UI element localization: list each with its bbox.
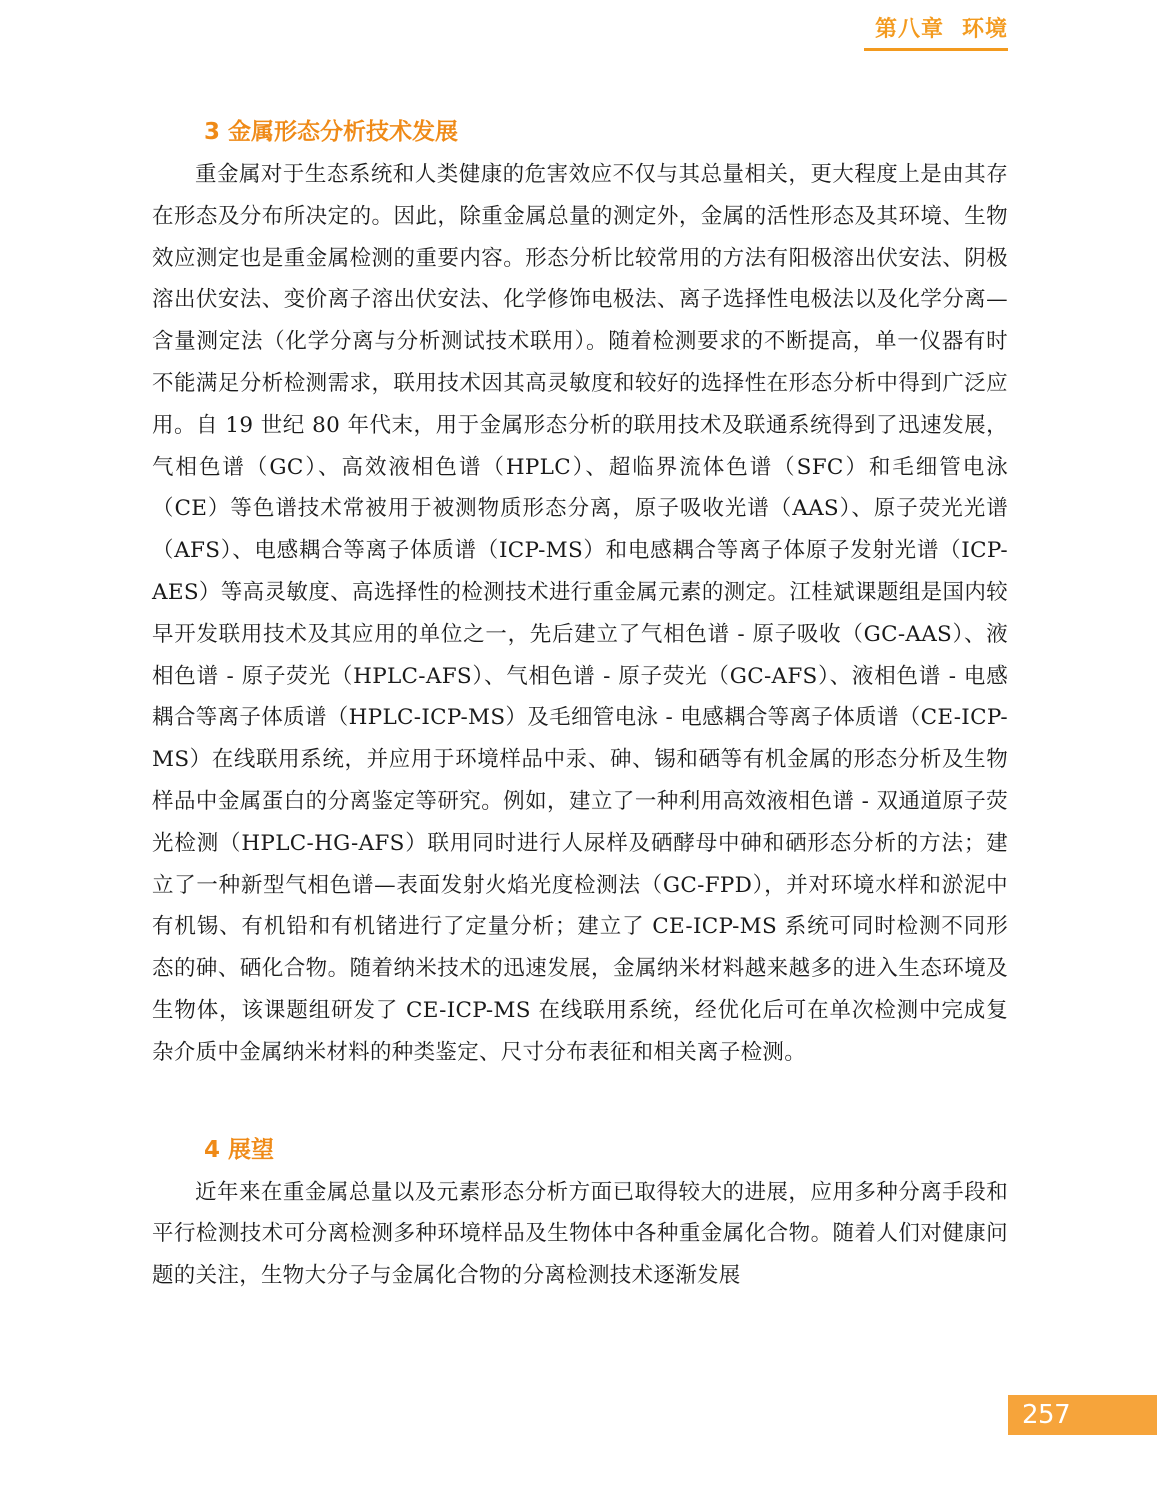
section-3-heading: 3 金属形态分析技术发展 [204,119,459,145]
section-gap [152,1074,1008,1130]
section-3-paragraph: 重金属对于生态系统和人类健康的危害效应不仅与其总量相关，更大程度上是由其存在形态及分布所决定的。因此，除重金属总量的测定外，金属的活性形态及其环境、生物效应测定也是重金属检测的重要内容。形态分析比较常用的方法有阳极溶出伏安法、阴极溶出伏安法、变价离子溶出伏安法、化学修饰电极法、离子选择性电极法以及化学分离—含量测定法（化学分离与分析测试技术联用）。随着检测要求的不断提高，单一仪器有时不能满足分析检测需求，联用技术因其高灵敏度和较好的选择性在形态分析中得到广泛应用。自 19 世纪 80 年代末，用于金属形态分析的联用技术及联通系统得到了迅速发展，气相色谱（GC）、高效液相色谱（HPLC）、超临界流体色谱（SFC）和毛细管电泳（CE）等色谱技术常被用于被测物质形态分离，原子吸收光谱（AAS）、原子荧光光谱（AFS）、电感耦合等离子体质谱（ICP-MS）和电感耦合等离子体原子发射光谱（ICP-AES）等高灵敏度、高选择性的检测技术进行重金属元素的测定。江桂斌课题组是国内较早开发联用技术及其应用的单位之一，先后建立了气相色谱 - 原子吸收（GC-AAS）、液相色谱 - 原子荧光（HPLC-AFS）、气相色谱 - 原子荧光（GC-AFS）、液相色谱 - 电感耦合等离子体质谱（HPLC-ICP-MS）及毛细管电泳 - 电感耦合等离子体质谱（CE-ICP-MS）在线联用系统，并应用于环境样品中汞、砷、锡和硒等有机金属的形态分析及生物样品中金属蛋白的分离鉴定等研究。例如，建立了一种利用高效液相色谱 - 双通道原子荧光检测（HPLC-HG-AFS）联用同时进行人尿样及硒酵母中砷和硒形态分析的方法；建立了一种新型气相色谱—表面发射火焰光度检测法（GC-FPD），并对环境水样和淤泥中有机锡、有机铅和有机锗进行了定量分析；建立了 CE-ICP-MS 系统可同时检测不同形态的砷、硒化合物。随着纳米技术的迅速发展，金属纳米材料越来越多的进入生态环境及生物体，该课题组研发了 CE-ICP-MS 在线联用系统，经优化后可在单次检测中完成复杂介质中金属纳米材料的种类鉴定、尺寸分布表征和相关离子检测。 [152,162,1008,1065]
chapter-name: 环境 [961,17,1008,42]
page-number: 257 [1022,1400,1071,1430]
page-body [152,112,1008,1297]
chapter-label: 第八章 [874,17,944,42]
section-4-paragraph: 近年来在重金属总量以及元素形态分析方面已取得较大的进展，应用多种分离手段和平行检测技术可分离检测多种环境样品及生物体中各种重金属化合物。随着人们对健康问题的关注，生物大分子与金属化合物的分离检测技术逐渐发展 [152,1179,1008,1289]
section-4-heading: 4 展望 [204,1136,275,1163]
page-number-box [1008,1395,1157,1435]
header-rule [864,48,1008,51]
